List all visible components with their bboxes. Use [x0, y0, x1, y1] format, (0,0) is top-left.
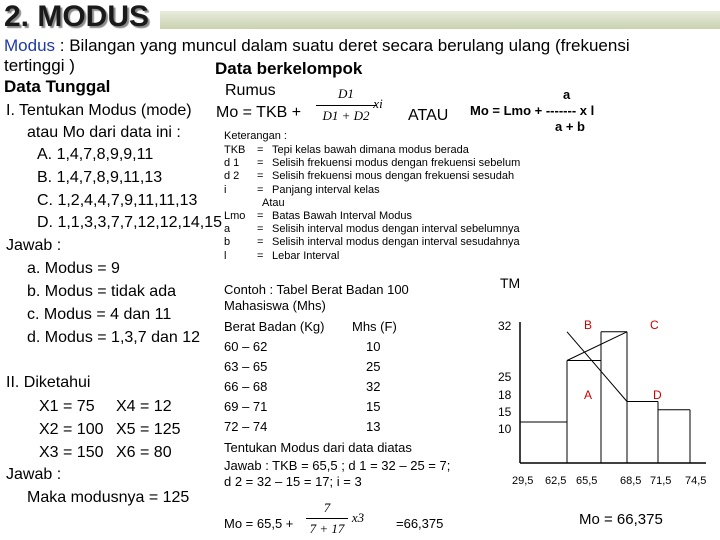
table-cell-interval: 69 – 71	[224, 399, 268, 414]
pair-1-x1: X1 = 75	[39, 398, 95, 415]
histogram-point-label: A	[584, 388, 593, 402]
keterangan-equals: =	[257, 223, 264, 236]
histogram-y-label: 15	[498, 405, 512, 419]
keterangan-desc: Batas Bawah Interval Modus	[272, 210, 413, 222]
table-cell-frequency: 25	[366, 359, 381, 374]
data-item-a: A. 1,4,7,8,9,9,11	[37, 146, 154, 163]
formula-denominator: D1 + D2	[322, 108, 370, 123]
question-2: II. Diketahui	[6, 374, 91, 391]
histogram-point-label: B	[584, 318, 593, 332]
histogram-tm-label: TM	[500, 275, 521, 291]
formula-prefix: Mo = TKB +	[216, 104, 302, 121]
jawab2-label: Jawab :	[6, 466, 62, 483]
histogram-x-label: 74,5	[685, 475, 707, 487]
alt-formula-denominator: a + b	[555, 119, 585, 134]
histogram-y-label: 32	[498, 319, 512, 333]
calc-numerator: 7	[323, 500, 331, 515]
keterangan-symbol: l	[224, 249, 227, 262]
pair-1-x4: X4 = 12	[116, 398, 172, 415]
keterangan-desc: Selisih frekuensi mous dengan frekuensi sesudah	[272, 170, 515, 183]
keterangan-symbol: d 2	[224, 170, 240, 183]
keterangan-desc: Selisih interval modus dengan interval sebelumnya	[272, 223, 520, 236]
table-cell-frequency: 15	[366, 399, 381, 414]
pair-2-x2: X2 = 100	[39, 421, 104, 438]
keterangan-atau: Atau	[262, 196, 285, 209]
keterangan-desc: Tepi kelas bawah dimana modus berada	[272, 144, 469, 156]
keterangan-symbol: i	[224, 183, 227, 196]
table-cell-frequency: 10	[366, 339, 381, 354]
calc-times: x3	[351, 510, 365, 525]
jawab-label: Jawab :	[6, 237, 62, 254]
contoh-jawab: Jawab : TKB = 65,5 ; d 1 = 32 – 25 = 7;	[224, 458, 451, 473]
table-header-mhs: Mhs (F)	[352, 319, 397, 334]
keterangan-symbol: TKB	[224, 144, 246, 156]
keterangan-equals: =	[257, 170, 264, 183]
alt-formula-a: a	[563, 87, 571, 102]
page-title: 2. MODUS	[4, 0, 150, 33]
calc-denominator: 7 + 17	[309, 521, 345, 536]
answer-c: c. Modus = 4 dan 11	[27, 306, 172, 323]
result-modus: Maka modusnya = 125	[27, 489, 190, 506]
question-1b: atau Mo dari data ini :	[27, 124, 181, 141]
contoh-subtitle: Mahasiswa (Mhs)	[224, 298, 326, 313]
keterangan-desc: Panjang interval kelas	[272, 183, 380, 196]
histogram-y-label: 18	[498, 388, 512, 402]
contoh-title: Contoh : Tabel Berat Badan 100	[224, 282, 409, 297]
formula-times: xi	[373, 96, 383, 111]
keterangan-desc: Selisih interval modus dengan interval sesudahnya	[272, 236, 520, 249]
answer-b: b. Modus = tidak ada	[27, 283, 176, 300]
pair-3-x6: X6 = 80	[116, 444, 172, 461]
calc-result: =66,375	[396, 516, 444, 531]
question-1: I. Tentukan Modus (mode)	[6, 102, 192, 119]
data-item-c: C. 1,2,4,4,7,9,11,11,13	[37, 192, 198, 209]
keterangan-symbol: a	[224, 223, 231, 236]
definition-line-2: tertinggi )	[4, 56, 75, 75]
keterangan-equals: =	[257, 249, 264, 262]
keterangan-equals: =	[257, 236, 264, 249]
table-cell-interval: 72 – 74	[224, 419, 268, 434]
heading-single-data: Data Tunggal	[4, 77, 111, 96]
histogram-x-label: 68,5	[620, 475, 642, 487]
histogram-y-label: 10	[498, 422, 512, 436]
definition-term: Modus	[4, 36, 56, 55]
data-item-b: B. 1,4,7,8,9,11,13	[37, 169, 163, 186]
keterangan-equals: =	[257, 210, 264, 222]
histogram-x-label: 71,5	[650, 475, 672, 487]
table-cell-interval: 66 – 68	[224, 379, 268, 394]
definition-text: : Bilangan yang muncul dalam suatu deret secara berulang ulang (frekuensi	[59, 36, 630, 55]
keterangan-equals: =	[257, 157, 264, 170]
table-cell-frequency: 32	[366, 379, 381, 394]
calc-prefix: Mo = 65,5 +	[224, 516, 294, 531]
table-cell-interval: 60 – 62	[224, 339, 268, 354]
formula-numerator: D1	[338, 86, 354, 101]
heading-grouped-data: Data berkelompok	[215, 59, 363, 78]
contoh-task: Tentukan Modus dari data diatas	[224, 440, 412, 455]
answer-a: a. Modus = 9	[27, 260, 120, 277]
histogram-result: Mo = 66,375	[579, 511, 663, 528]
table-cell-frequency: 13	[366, 419, 381, 434]
formula-atau: ATAU	[408, 107, 449, 124]
contoh-jawab-2: d 2 = 32 – 15 = 17; i = 3	[224, 474, 362, 489]
keterangan-title: Keterangan :	[224, 130, 287, 142]
table-cell-interval: 63 – 65	[224, 359, 268, 374]
pair-3-x3: X3 = 150	[39, 444, 104, 461]
histogram-x-label: 29,5	[512, 475, 534, 487]
keterangan-desc: Selisih frekuensi modus dengan frekuensi sebelum	[272, 157, 521, 170]
histogram-x-label: 65,5	[576, 475, 598, 487]
keterangan-symbol: Lmo	[224, 210, 246, 222]
histogram-y-label: 25	[498, 370, 512, 384]
keterangan-equals: =	[257, 144, 264, 156]
alt-formula-main: Mo = Lmo + ------- x l	[470, 103, 595, 118]
diagonal-b-to-a	[567, 332, 627, 361]
histogram-x-label: 62,5	[545, 475, 567, 487]
pair-2-x5: X5 = 125	[116, 421, 181, 438]
keterangan-equals: =	[257, 183, 264, 196]
diagonal-c-to-d	[567, 332, 627, 402]
histogram-point-label: D	[653, 388, 662, 402]
answer-d: d. Modus = 1,3,7 dan 12	[27, 329, 201, 346]
keterangan-symbol: d 1	[224, 157, 240, 170]
keterangan-desc: Lebar Interval	[272, 249, 340, 262]
histogram-point-label: C	[650, 318, 659, 332]
data-item-d: D. 1,1,3,3,7,7,12,12,14,15	[37, 214, 223, 231]
heading-rumus: Rumus	[225, 82, 276, 99]
keterangan-symbol: b	[224, 236, 231, 249]
table-header-berat: Berat Badan (Kg)	[224, 319, 325, 334]
